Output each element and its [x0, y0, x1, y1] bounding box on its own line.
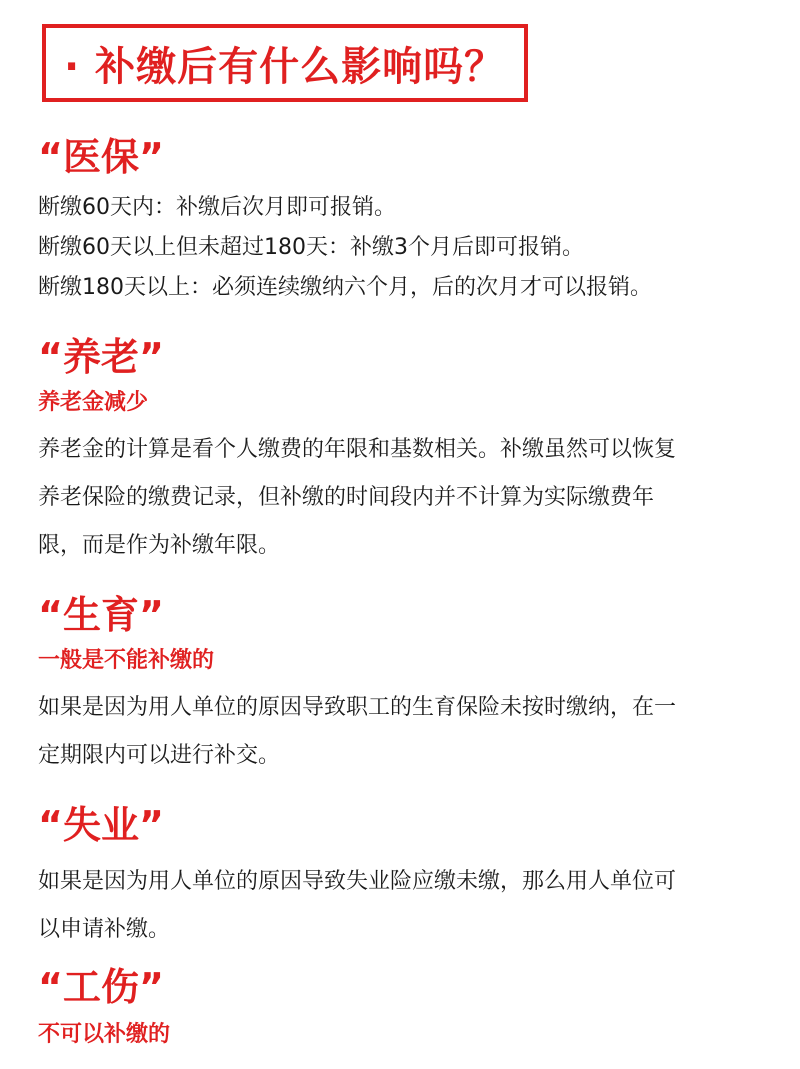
- section-heading-yanglao: “养老”: [38, 335, 164, 379]
- text-line: 以申请补缴。: [38, 917, 171, 942]
- section-shiye: [38, 800, 778, 954]
- section-yibao: [38, 132, 778, 308]
- page-title: · 补缴后有什么影响吗？: [64, 43, 506, 90]
- section-heading-gongshang: “工伤”: [38, 965, 164, 1009]
- text-line: 养老保险的缴费记录，但补缴的时间段内并不计算为实际缴费年: [38, 485, 655, 510]
- text-line: 断缴180天以上：必须连续缴纳六个月，后的次月才可以报销。: [38, 275, 652, 300]
- sub-heading-shengyu: 一般是不能补缴的: [38, 648, 215, 673]
- section-heading-yibao: “医保”: [38, 135, 164, 179]
- text-line: 如果是因为用人单位的原因导致失业险应缴未缴，那么用人单位可: [38, 869, 677, 894]
- text-line: 断缴60天以上但未超过180天：补缴3个月后即可报销。: [38, 235, 584, 260]
- section-yanglao: [38, 332, 778, 570]
- text-line: 断缴60天内：补缴后次月即可报销。: [38, 195, 396, 220]
- text-line: 限，而是作为补缴年限。: [38, 533, 281, 558]
- sub-heading-yanglao: 养老金减少: [38, 390, 149, 415]
- text-line: 如果是因为用人单位的原因导致职工的生育保险未按时缴纳，在一: [38, 695, 677, 720]
- title-box: [42, 24, 528, 102]
- section-gongshang: [38, 962, 778, 1058]
- text-line: 定期限内可以进行补交。: [38, 743, 281, 768]
- text-line: 养老金的计算是看个人缴费的年限和基数相关。补缴虽然可以恢复: [38, 437, 677, 462]
- section-heading-shiye: “失业”: [38, 803, 164, 847]
- section-heading-shengyu: “生育”: [38, 593, 164, 637]
- sub-heading-gongshang: 不可以补缴的: [38, 1022, 171, 1047]
- section-shengyu: [38, 590, 778, 780]
